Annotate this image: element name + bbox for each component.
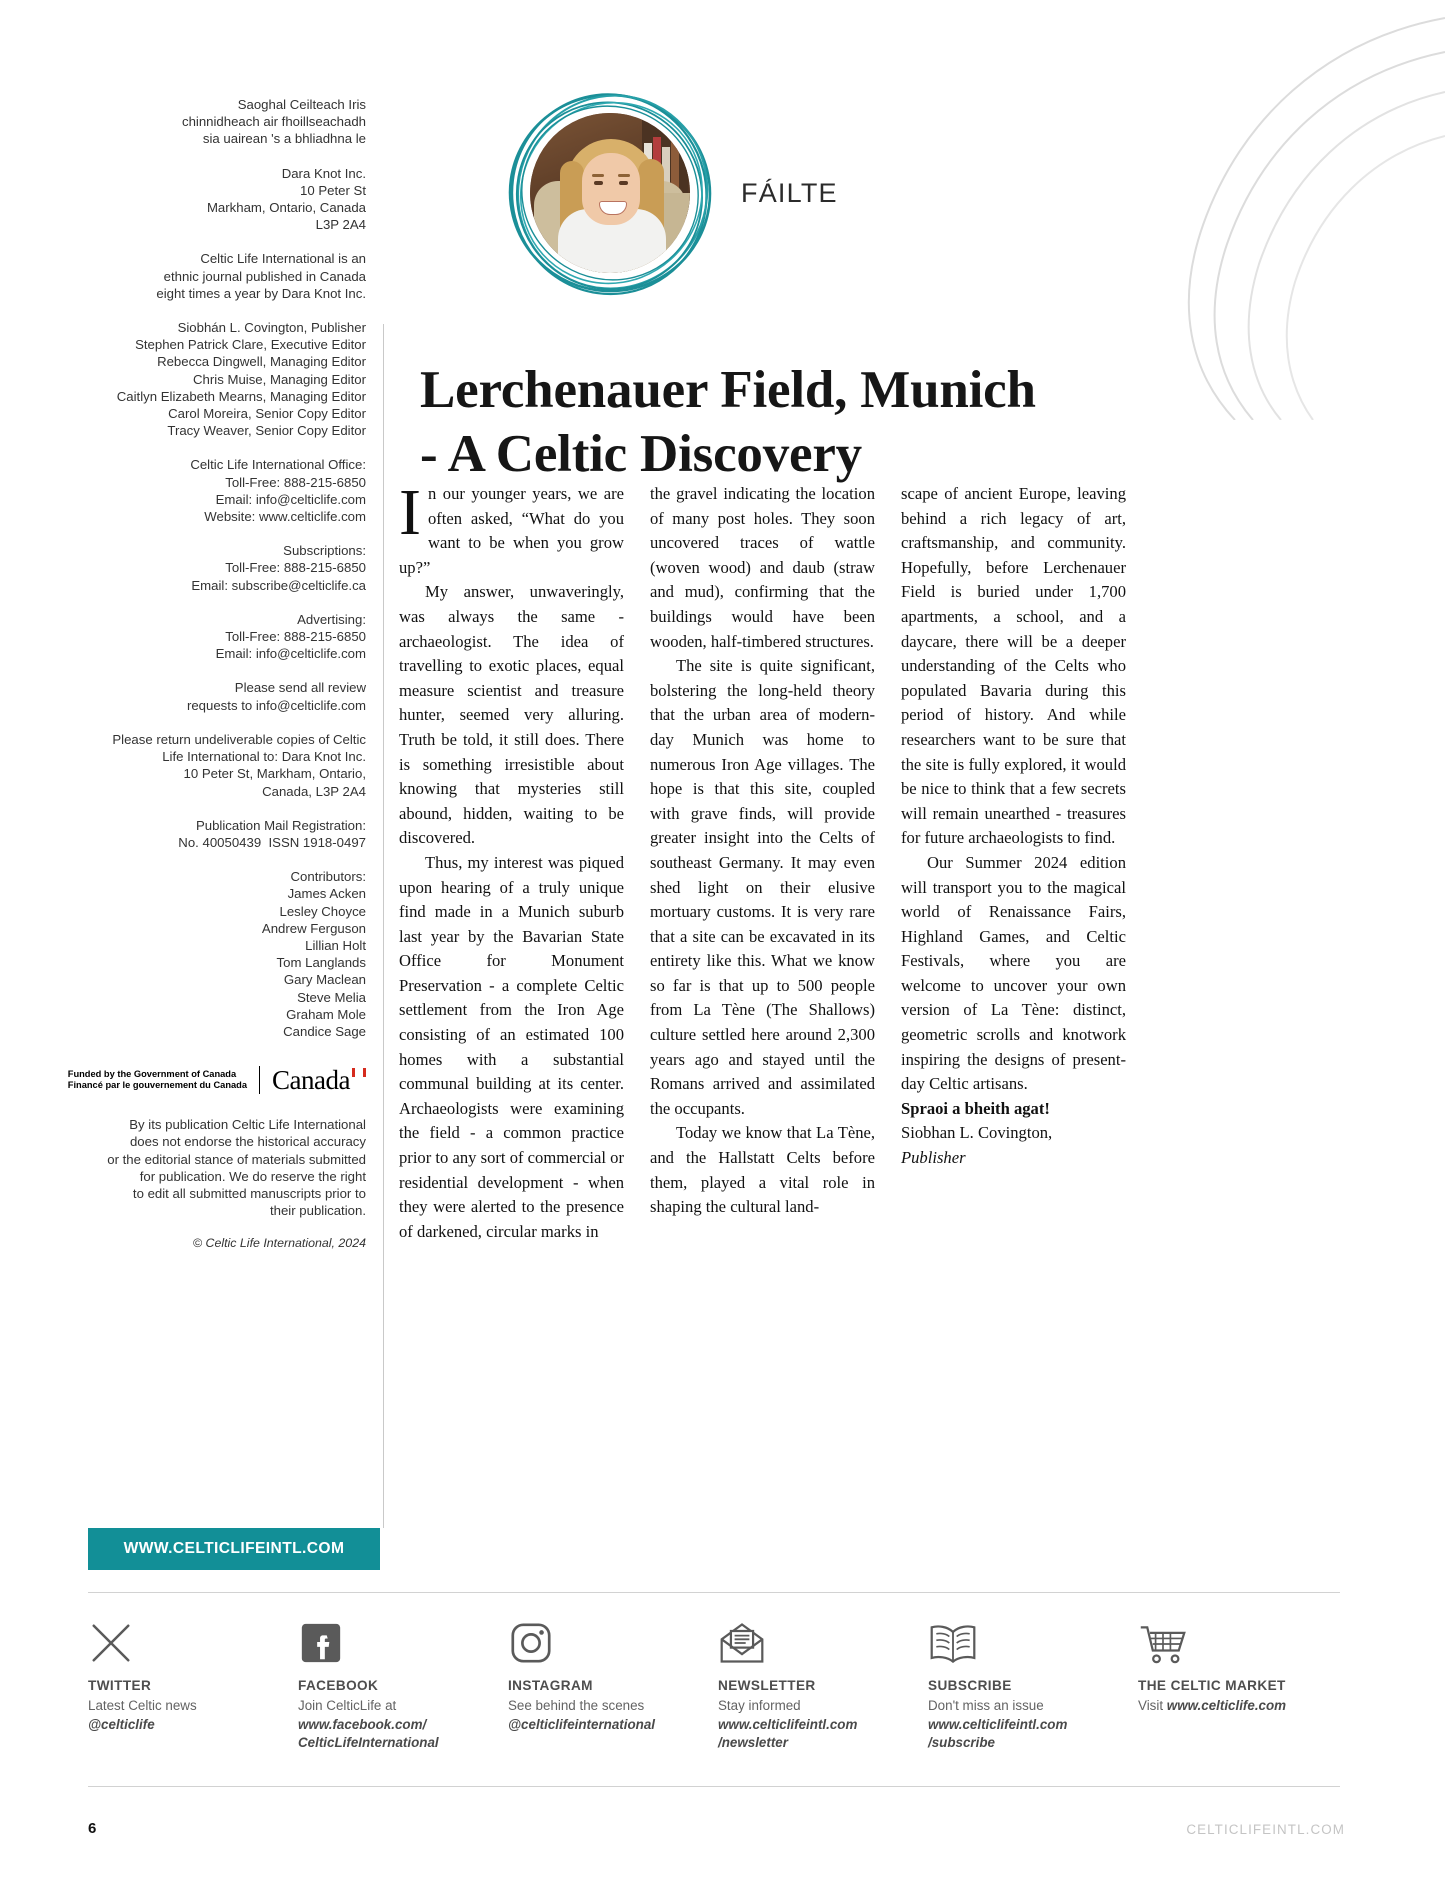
masthead-returns xyxy=(0,731,380,800)
editor-header xyxy=(505,88,1125,298)
paragraph: Today we know that La Tène, and the Hallstatt Celts before them, played a vital role in shaping the cultural land- xyxy=(650,1123,875,1217)
copyright-notice: © Celtic Life International, 2024 xyxy=(192,1236,366,1251)
contributor-name: Candice Sage xyxy=(283,1023,366,1039)
column-divider xyxy=(383,324,384,1528)
registration-line: Publication Mail Registration: xyxy=(195,817,366,833)
disclaimer-line: to edit all submitted manuscripts prior to xyxy=(132,1185,366,1201)
disclaimer-line: their publication. xyxy=(269,1203,366,1219)
social-url-line1[interactable]: www.celticlifeintl.com xyxy=(718,1716,858,1732)
signoff-greeting: Spraoi a bheith agat! xyxy=(901,1098,1050,1118)
subscriptions-line: Toll-Free: 888-215-6850 xyxy=(225,560,366,576)
staff-line: Rebecca Dingwell, Managing Editor xyxy=(157,354,366,370)
social-title: NEWSLETTER xyxy=(718,1678,816,1693)
social-title: TWITTER xyxy=(88,1678,152,1693)
article-column-1 xyxy=(399,476,624,1244)
contributor-name: Steve Melia xyxy=(297,989,366,1005)
social-item-twitter[interactable] xyxy=(88,1612,298,1753)
social-title: SUBSCRIBE xyxy=(928,1678,1012,1693)
staff-line: Siobhán L. Covington, Publisher xyxy=(177,320,366,336)
teal-ring-frame xyxy=(505,88,715,298)
returns-line: 10 Peter St, Markham, Ontario, xyxy=(183,766,366,782)
social-desc: Latest Celtic news xyxy=(88,1698,197,1713)
contributors-heading: Contributors: xyxy=(290,869,366,885)
funding-line-en: Funded by the Government of Canada xyxy=(67,1068,237,1079)
subscriptions-line: Email: subscribe@celticlife.ca xyxy=(191,577,366,593)
social-url-line2[interactable]: /newsletter xyxy=(718,1735,788,1751)
masthead-address xyxy=(0,165,380,234)
address-line: 10 Peter St xyxy=(300,182,366,198)
headline-line-2: - A Celtic Discovery xyxy=(420,424,862,483)
advertising-line: Advertising: xyxy=(297,611,366,627)
social-item-instagram[interactable] xyxy=(508,1612,718,1753)
social-desc[interactable] xyxy=(1138,1697,1348,1716)
social-title: FACEBOOK xyxy=(298,1678,379,1693)
canada-flag-icon xyxy=(352,1068,366,1077)
about-line: eight times a year by Dara Knot Inc. xyxy=(156,285,366,301)
article-column-2 xyxy=(650,482,875,1244)
returns-line: Canada, L3P 2A4 xyxy=(262,783,366,799)
headline-line-1: Lerchenauer Field, Munich xyxy=(420,360,1036,419)
visit-prefix: Visit xyxy=(1138,1698,1167,1713)
staff-line: Carol Moreira, Senior Copy Editor xyxy=(168,406,366,422)
gaelic-line: chinnidheach air fhoillseachadh xyxy=(181,114,366,130)
disclaimer-line: or the editorial stance of materials submitted xyxy=(107,1151,366,1167)
contributor-name: Graham Mole xyxy=(286,1006,366,1022)
instagram-icon xyxy=(508,1612,718,1666)
article-body xyxy=(399,476,1127,1244)
envelope-icon xyxy=(718,1612,928,1666)
disclaimer-line: for publication. We do reserve the right xyxy=(139,1168,366,1184)
publisher-portrait xyxy=(505,88,715,298)
market-url[interactable]: www.celticlife.com xyxy=(1166,1698,1287,1713)
about-line: Celtic Life International is an xyxy=(200,251,366,267)
masthead-office-contact xyxy=(0,456,380,525)
social-item-facebook[interactable] xyxy=(298,1612,508,1753)
social-item-subscribe[interactable] xyxy=(928,1612,1138,1753)
canada-wordmark xyxy=(272,1064,366,1095)
masthead-reviews xyxy=(0,679,380,713)
article-column-3 xyxy=(901,482,1126,1244)
masthead-staff xyxy=(0,319,380,439)
page-title xyxy=(420,358,1120,486)
x-twitter-icon xyxy=(88,1612,298,1666)
facebook-icon xyxy=(298,1612,508,1666)
contributor-name: Tom Langlands xyxy=(276,955,366,971)
social-title: THE CELTIC MARKET xyxy=(1138,1678,1286,1693)
gaelic-line: sia uairean 's a bhliadhna le xyxy=(202,131,366,147)
social-handle[interactable]: @celticlifeinternational xyxy=(508,1716,655,1732)
government-of-canada-logo xyxy=(0,1066,366,1094)
masthead-about xyxy=(0,250,380,302)
contributor-name: Lillian Holt xyxy=(305,937,366,953)
contributor-name: Lesley Choyce xyxy=(279,903,366,919)
staff-line: Caitlyn Elizabeth Mearns, Managing Editor xyxy=(116,388,366,404)
disclaimer-line: By its publication Celtic Life International xyxy=(129,1117,366,1133)
paragraph: Thus, my interest was piqued upon hearing of a truly unique find made in a Munich suburb last year by the Bavarian State Office for Monument Preservation - a complete Celtic settlement from the Iron Age consisting of an estimated 100 homes with a substantial communal building at its center. Archaeologists were examining the field - a common practice prior to any sort of commercial or residential development - when they were alerted to the presence of darkened, circular marks in xyxy=(399,852,624,1241)
logo-divider xyxy=(259,1066,260,1094)
contributor-name: Andrew Ferguson xyxy=(261,920,366,936)
advertising-line: Toll-Free: 888-215-6850 xyxy=(225,629,366,645)
staff-line: Tracy Weaver, Senior Copy Editor xyxy=(167,423,366,439)
social-item-newsletter[interactable] xyxy=(718,1612,928,1753)
social-desc: Stay informed xyxy=(718,1698,801,1713)
social-url-line1[interactable]: www.celticlifeintl.com xyxy=(928,1716,1068,1732)
office-line: Toll-Free: 888-215-6850 xyxy=(225,474,366,490)
paragraph: the gravel indicating the location of many post holes. They soon uncovered traces of wattle (woven wood) and daub (straw and mud), confirming that the buildings would have been wooden, half-timbered structures. xyxy=(650,484,875,651)
footer-rule-bottom xyxy=(88,1786,1340,1787)
social-url-line2[interactable]: /subscribe xyxy=(928,1735,995,1751)
social-desc: Don't miss an issue xyxy=(928,1698,1044,1713)
masthead-contributors xyxy=(0,868,380,1040)
failte-greeting: FÁILTE xyxy=(741,177,838,208)
funding-text xyxy=(68,1069,247,1092)
paragraph: The site is quite significant, bolstering the long-held theory that the urban area of modern-day Munich was home to numerous Iron Age villages. The hope is that this site, coupled with grave finds, will provide greater insight into the Celts of southeast Germany. It may even shed light on their elusive mortuary customs. It is very rare that a site can be excavated in its entirety like this. What we know so far is that up to 500 people from La Tène (The Shallows) culture settled here around 2,300 years ago and stayed until the Romans arrived and assimilated the occupants. xyxy=(650,656,875,1118)
address-line: Dara Knot Inc. xyxy=(281,165,366,181)
masthead-advertising xyxy=(0,611,380,663)
masthead-gaelic xyxy=(0,96,380,148)
address-line: Markham, Ontario, Canada xyxy=(206,200,366,216)
office-line: Celtic Life International Office: xyxy=(190,457,366,473)
website-banner[interactable]: WWW.CELTICLIFEINTL.COM xyxy=(88,1528,380,1570)
contributor-name: James Acken xyxy=(287,886,366,902)
social-url-line2[interactable]: CelticLifeInternational xyxy=(298,1735,439,1751)
social-desc: Join CelticLife at xyxy=(298,1698,397,1713)
social-desc: See behind the scenes xyxy=(508,1698,645,1713)
social-url-line1[interactable]: www.facebook.com/ xyxy=(298,1716,427,1732)
staff-line: Chris Muise, Managing Editor xyxy=(193,371,366,387)
masthead-subscriptions xyxy=(0,542,380,594)
page-number: 6 xyxy=(88,1820,97,1837)
about-line: ethnic journal published in Canada xyxy=(163,268,366,284)
office-line: Email: info@celticlife.com xyxy=(215,491,366,507)
advertising-line: Email: info@celticlife.com xyxy=(215,646,366,662)
signoff-role: Publisher xyxy=(901,1148,966,1168)
social-handle[interactable]: @celticlife xyxy=(88,1716,155,1732)
shopping-cart-icon xyxy=(1138,1612,1348,1666)
signoff-name: Siobhan L. Covington, xyxy=(901,1123,1053,1143)
social-item-celtic-market[interactable] xyxy=(1138,1612,1348,1753)
masthead-sidebar xyxy=(0,0,380,1250)
footer-website: CELTICLIFEINTL.COM xyxy=(1186,1822,1345,1837)
paragraph: Our Summer 2024 edition will transport you to the magical world of Renaissance Fairs, Highland Games, and Celtic Festivals, where you are welcome to uncover your own version of La Tène: distinct, geometric scrolls and knotwork inspiring the designs of present-day Celtic artisans. xyxy=(901,852,1126,1094)
registration-line: No. 40050439 ISSN 1918-0497 xyxy=(178,834,366,850)
funding-line-fr: Financé par le gouvernement du Canada xyxy=(67,1080,248,1091)
staff-line: Stephen Patrick Clare, Executive Editor xyxy=(135,337,366,353)
reviews-line: Please send all review xyxy=(234,680,366,696)
paragraph: In our younger years, we are often asked, “What do you want to be when you grow up?” xyxy=(399,476,624,577)
gaelic-line: Saoghal Ceilteach Iris xyxy=(237,97,366,112)
social-title: INSTAGRAM xyxy=(508,1678,593,1693)
office-line: Website: www.celticlife.com xyxy=(204,509,366,525)
open-book-icon xyxy=(928,1612,1138,1666)
masthead-registration xyxy=(0,817,380,851)
reviews-line: requests to info@celticlife.com xyxy=(186,697,366,713)
returns-line: Life International to: Dara Knot Inc. xyxy=(162,749,366,765)
masthead-disclaimer xyxy=(0,1116,380,1219)
paragraph: scape of ancient Europe, leaving behind a rich legacy of art, craftsmanship, and community. Hopefully, before Lerchenauer Field is buried under 1,700 apartments, a school, and a daycare, there will be a deeper understanding of the Celts who populated Bavaria during this period of history. And while researchers want to be sure that the site is fully explored, it would be nice to think that a few secrets will remain unearthed - treasures for future archaeologists to find. xyxy=(901,484,1126,848)
footer-rule-top xyxy=(88,1592,1340,1593)
contributor-name: Gary Maclean xyxy=(283,972,366,988)
address-line: L3P 2A4 xyxy=(315,217,366,233)
paragraph: My answer, unwaveringly, was always the same - archaeologist. The idea of travelling to exotic places, equal measure scientist and treasure hunter, seemed very alluring. Truth be told, it still does. There is something irresistible about knowing that mysteries still abound, hidden, waiting to be discovered. xyxy=(399,582,624,848)
disclaimer-line: does not endorse the historical accuracy xyxy=(129,1134,366,1150)
social-links-strip xyxy=(88,1612,1348,1753)
subscriptions-line: Subscriptions: xyxy=(283,543,366,559)
canada-wordmark-text: Canada xyxy=(272,1064,350,1095)
returns-line: Please return undeliverable copies of Celtic xyxy=(112,731,366,747)
